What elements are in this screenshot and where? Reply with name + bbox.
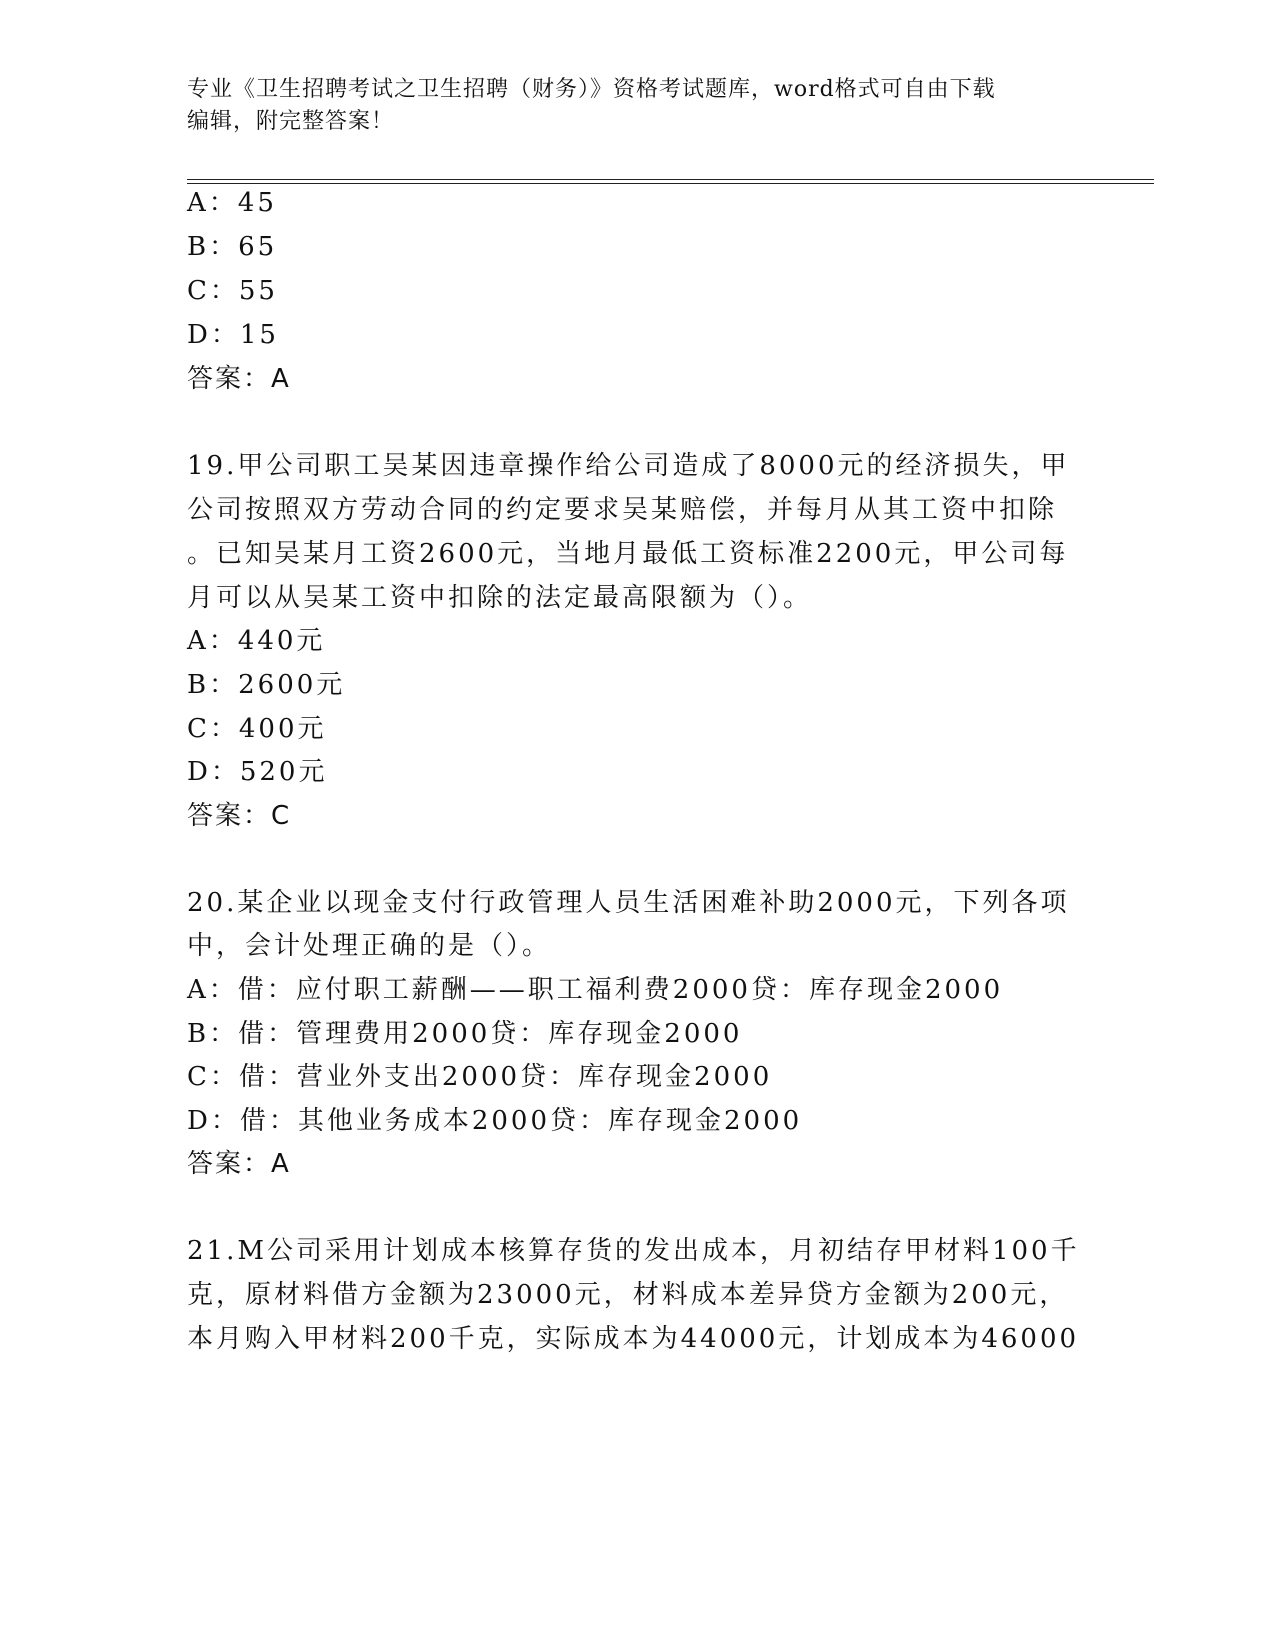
question-21-line-1: 21.M公司采用计划成本核算存货的发出成本，月初结存甲材料100千: [187, 1236, 1080, 1266]
header-line-2: 编辑，附完整答案！: [187, 109, 395, 134]
option-c: C：借：营业外支出2000贷：库存现金2000: [187, 1062, 773, 1092]
option-a: A：借：应付职工薪酬——职工福利费2000贷：库存现金2000: [187, 975, 1004, 1005]
answer-label: 答案：A: [187, 1149, 291, 1179]
question-19-line-1: 19.甲公司职工吴某因违章操作给公司造成了8000元的经济损失，甲: [187, 451, 1070, 481]
option-d: D：520元: [187, 757, 328, 787]
answer-label: 答案：A: [187, 364, 291, 394]
question-20-line-1: 20.某企业以现金支付行政管理人员生活困难补助2000元，下列各项: [187, 888, 1070, 918]
option-c: C：400元: [187, 714, 327, 744]
question-19-line-3: 。已知吴某月工资2600元，当地月最低工资标准2200元，甲公司每: [187, 539, 1069, 569]
option-a: A：440元: [187, 626, 326, 656]
question-21-line-3: 本月购入甲材料200千克，实际成本为44000元，计划成本为46000: [187, 1324, 1080, 1354]
option-b: B：65: [187, 232, 278, 262]
option-d: D：15: [187, 320, 279, 350]
question-19-line-4: 月可以从吴某工资中扣除的法定最高限额为（）。: [187, 583, 813, 613]
option-c: C：55: [187, 276, 278, 306]
option-b: B：借：管理费用2000贷：库存现金2000: [187, 1019, 743, 1049]
answer-label: 答案：C: [187, 801, 292, 831]
header-divider-bottom: [187, 183, 1154, 184]
option-d: D：借：其他业务成本2000贷：库存现金2000: [187, 1106, 803, 1136]
document-header: [187, 74, 1087, 138]
question-19-line-2: 公司按照双方劳动合同的约定要求吴某赔偿，并每月从其工资中扣除: [187, 495, 1058, 525]
option-b: B：2600元: [187, 670, 346, 700]
header-line-1: 专业《卫生招聘考试之卫生招聘（财务）》资格考试题库，word格式可自由下载: [187, 77, 996, 102]
header-divider-top: [187, 179, 1154, 180]
question-20-line-2: 中，会计处理正确的是（）。: [187, 931, 552, 961]
option-a: A：45: [187, 188, 277, 218]
question-21-line-2: 克，原材料借方金额为23000元，材料成本差异贷方金额为200元，: [187, 1280, 1069, 1310]
